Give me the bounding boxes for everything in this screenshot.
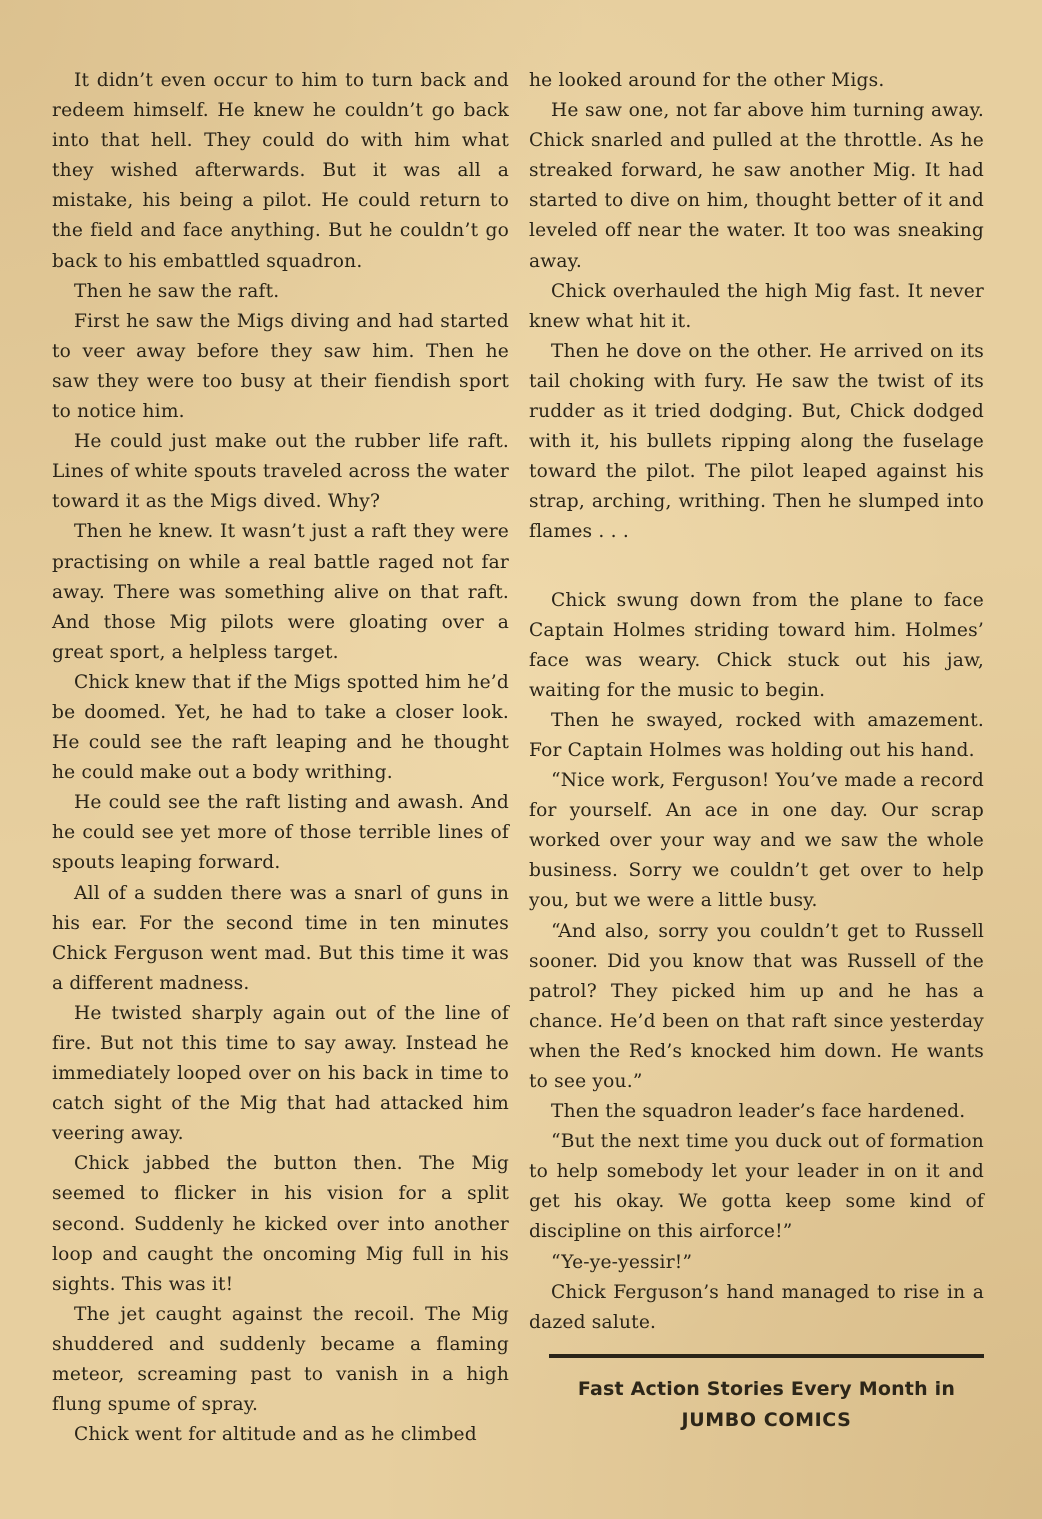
paragraph: It didn’t even occur to him to turn back and redeem himself. He knew he couldn’t go back into that hell. They could do with him what they wished afterwards. But it was all a mistake, his being a pilot. He could return to the field and face anything. But he couldn’t go back to his embattled squadron. [52, 70, 509, 272]
paragraph: Then he swayed, rocked with amazement. For Captain Holmes was holding out his hand. [529, 709, 984, 761]
footer-title: JUMBO COMICS [681, 1408, 852, 1431]
right-text-column [529, 66, 984, 1436]
paragraph: Chick swung down from the plane to face Captain Holmes striding toward him. Holmes’ face was weary. Chick stuck out his jaw, waiting for the music to begin. [529, 589, 984, 701]
paragraph: He twisted sharply again out of the line of fire. But not this time to say away. Instead he immediately looped over on his back in time to catch sight of the Mig that had attacked him veering away. [52, 1002, 509, 1145]
paragraph: He saw one, not far above him turning away. Chick snarled and pulled at the throttle. As he streaked forward, he saw another Mig. It had started to dive on him, thought better of it and leveled off near the water. It too was sneaking away. [529, 100, 984, 272]
paragraph: Chick knew that if the Migs spotted him he’d be doomed. Yet, he had to take a closer look. He could see the raft leaping and he thought he could make out a body writhing. [52, 671, 509, 784]
paragraph: Then the squadron leader’s face hardened. [551, 1101, 966, 1123]
paragraph: he looked around for the other Migs. [529, 70, 885, 91]
paragraph: Chick overhauled the high Mig fast. It never knew what hit it. [529, 280, 984, 332]
paragraph: All of a sudden there was a snarl of guns in his ear. For the second time in ten minutes Chick Ferguson went mad. But this time it was a different madness. [52, 882, 509, 994]
paragraph: Chick jabbed the button then. The Mig seemed to flicker in his vision for a split second. Suddenly he kicked over into another loop and caught the oncoming Mig full in his sights. This was it! [52, 1153, 509, 1295]
paragraph: Then he knew. It wasn’t just a raft they were practising on while a real battle raged not far away. There was something alive on that raft. And those Mig pilots were gloating over a great sport, a helpless target. [52, 521, 509, 663]
paragraph: “But the next time you duck out of formation to help somebody let your leader in on it and get his okay. We gotta keep some kind of discipline on this airforce!” [529, 1131, 984, 1243]
footer-tagline: Fast Action Stories Every Month in [577, 1377, 956, 1400]
paragraph: The jet caught against the recoil. The Mig shuddered and suddenly became a flaming meteor, screaming past to vanish in a high flung spume of spray. [52, 1303, 509, 1416]
paragraph: Chick Ferguson’s hand managed to rise in a dazed salute. [529, 1281, 984, 1333]
paragraph: First he saw the Migs diving and had started to veer away before they saw him. Then he saw they were too busy at their fiendish sport to notice him. [52, 310, 509, 423]
paragraph: “And also, sorry you couldn’t get to Russell sooner. Did you know that was Russell of the patrol? They picked him up and he has a chance. He’d been on that raft since yesterday when the Red’s knocked him down. He wants to see you.” [529, 920, 984, 1092]
paragraph: Then he dove on the other. He arrived on its tail choking with fury. He saw the twist of its rudder as it tried dodging. But, Chick dodged with it, his bullets ripping along the fuselage toward the pilot. The pilot leaped against his strap, arching, writhing. Then he slumped into flames . . . [529, 340, 984, 543]
left-text-column [52, 66, 509, 1450]
divider-rule [549, 1354, 984, 1358]
paragraph: He could just make out the rubber life raft. Lines of white spouts traveled across the water toward it as the Migs dived. Why? [52, 431, 509, 513]
paragraph: Chick went for altitude and as he climbed [74, 1424, 477, 1446]
footer-ad [549, 1374, 984, 1436]
paragraph: He could see the raft listing and awash. And he could see yet more of those terrible lines of spouts leaping forward. [52, 792, 509, 874]
paragraph: “Nice work, Ferguson! You’ve made a record for yourself. An ace in one day. Our scrap worked over your way and we saw the whole business. Sorry we couldn’t get over to help you, but we were a little busy. [529, 770, 984, 912]
paragraph: Then he saw the raft. [74, 280, 280, 302]
paragraph: “Ye-ye-yessir!” [551, 1251, 693, 1273]
